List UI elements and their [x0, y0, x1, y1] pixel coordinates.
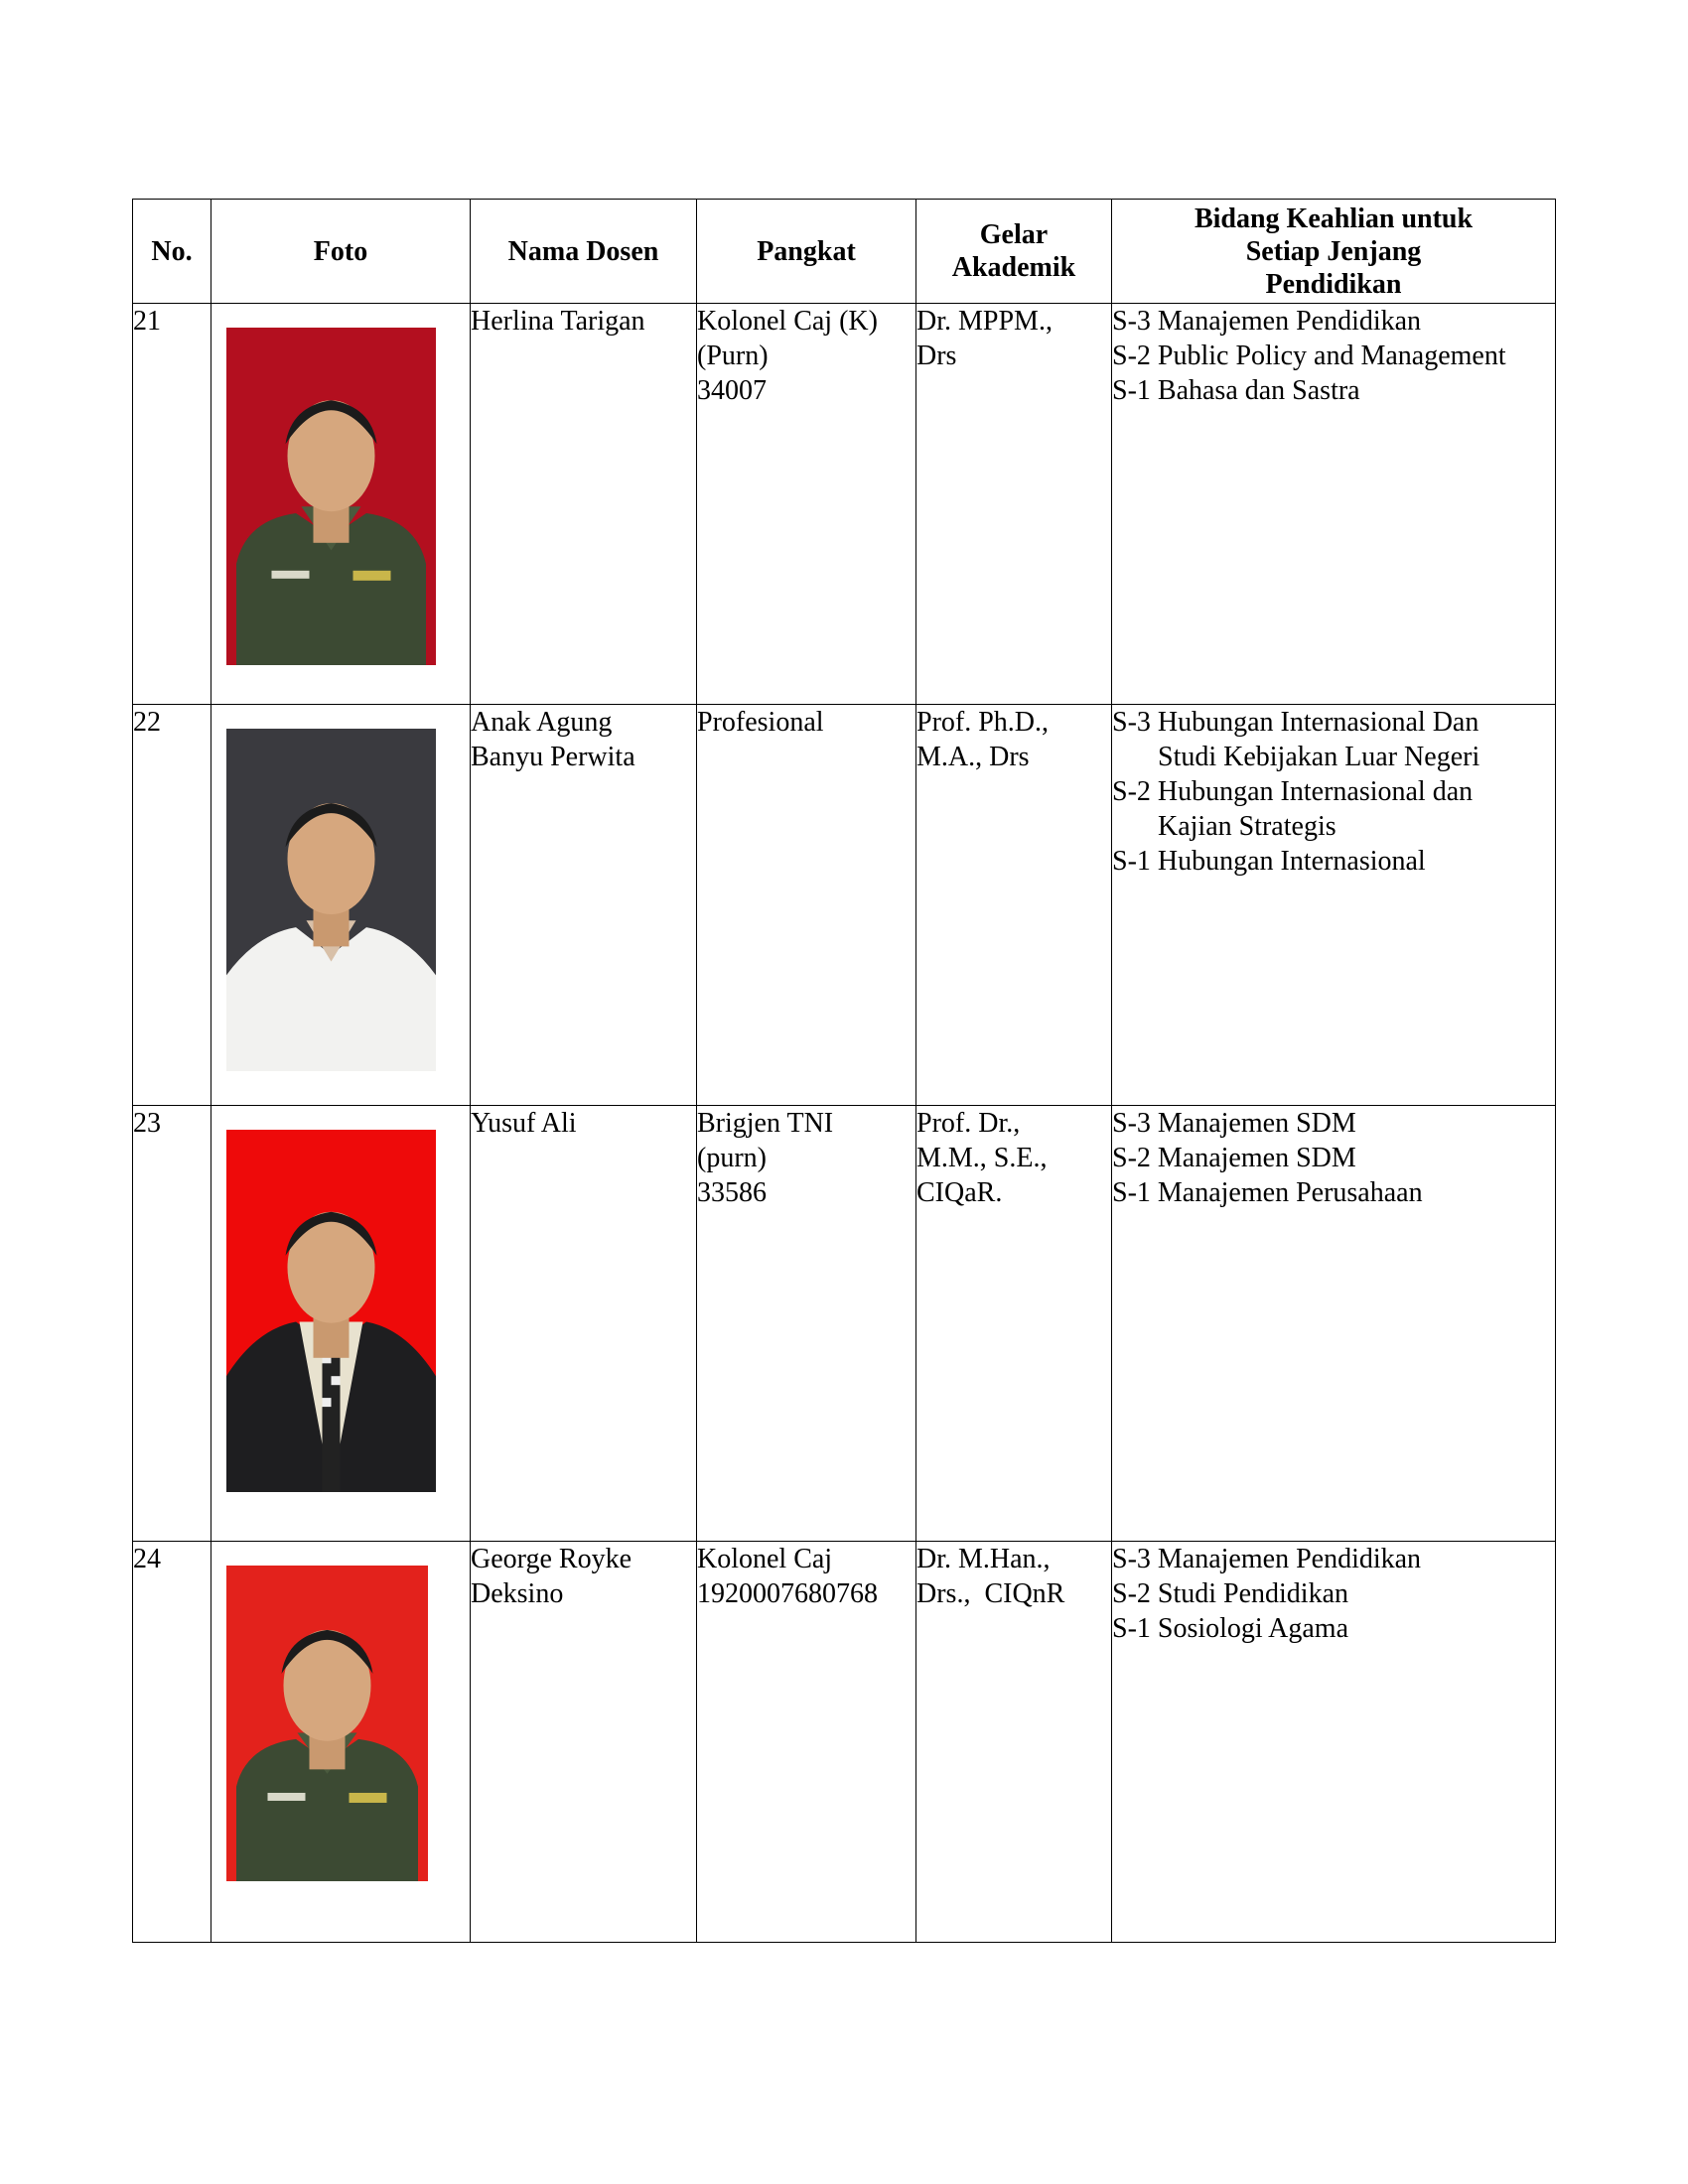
- table-body: [133, 304, 1556, 1943]
- bidang-line: S-2 Manajemen SDM: [1112, 1143, 1356, 1173]
- table-row: [133, 705, 1556, 1106]
- cell-foto: [211, 1106, 471, 1542]
- cell-foto: [211, 705, 471, 1106]
- cell-bidang-keahlian: [1112, 304, 1556, 705]
- bidang-line: S-2 Hubungan Internasional dan: [1112, 776, 1474, 807]
- cell-nama-dosen: [471, 705, 697, 1106]
- bidang-line: S-3 Manajemen SDM: [1112, 1108, 1356, 1139]
- cell-foto: [211, 304, 471, 705]
- cell-nama-dosen-line: George Royke: [471, 1544, 632, 1574]
- cell-nama-dosen: [471, 1542, 697, 1943]
- table-row: [133, 1106, 1556, 1542]
- cell-gelar-akademik-line: Drs: [916, 341, 957, 371]
- cell-pangkat-line: Brigjen TNI: [697, 1108, 834, 1139]
- cell-pangkat-line: 1920007680768: [697, 1578, 878, 1609]
- bidang-line: S-1 Sosiologi Agama: [1112, 1613, 1349, 1644]
- portrait-photo-icon: [226, 328, 436, 665]
- cell-no: 21: [133, 304, 211, 705]
- cell-nama-dosen-line: Banyu Perwita: [471, 742, 635, 772]
- table-row: [133, 1542, 1556, 1943]
- header-gelar-akademik: [916, 200, 1112, 304]
- cell-no: 23: [133, 1106, 211, 1542]
- cell-pangkat-line: (purn): [697, 1143, 767, 1173]
- cell-gelar-akademik: [916, 304, 1112, 705]
- bidang-line: S-2 Public Policy and Management: [1112, 341, 1506, 371]
- header-bidang-keahlian: [1112, 200, 1556, 304]
- cell-pangkat-line: 34007: [697, 375, 767, 406]
- bidang-line: S-1 Hubungan Internasional: [1112, 846, 1426, 877]
- cell-gelar-akademik-line: Dr. M.Han.,: [916, 1544, 1051, 1574]
- header-gelar-line: Akademik: [951, 252, 1076, 283]
- portrait-photo-icon: [226, 1566, 428, 1881]
- table-row: [133, 304, 1556, 705]
- cell-nama-dosen-line: Deksino: [471, 1578, 564, 1609]
- header-bidang-line: Bidang Keahlian untuk: [1194, 203, 1474, 234]
- cell-pangkat-line: Kolonel Caj (K): [697, 306, 878, 337]
- header-gelar-line: Gelar: [979, 219, 1049, 250]
- bidang-line: S-3 Manajemen Pendidikan: [1112, 1544, 1422, 1574]
- bidang-line: Kajian Strategis: [1158, 811, 1336, 842]
- cell-pangkat: [697, 304, 916, 705]
- bidang-line: Studi Kebijakan Luar Negeri: [1158, 742, 1480, 772]
- bidang-line: S-3 Hubungan Internasional Dan: [1112, 707, 1479, 738]
- bidang-line: S-1 Bahasa dan Sastra: [1112, 375, 1360, 406]
- cell-pangkat: [697, 1106, 916, 1542]
- header-nama-dosen: Nama Dosen: [471, 200, 697, 304]
- bidang-line: S-1 Manajemen Perusahaan: [1112, 1177, 1423, 1208]
- cell-nama-dosen: [471, 1106, 697, 1542]
- cell-gelar-akademik-line: Drs., CIQnR: [916, 1578, 1065, 1609]
- cell-nama-dosen-line: Yusuf Ali: [471, 1108, 577, 1139]
- cell-gelar-akademik-line: Prof. Ph.D.,: [916, 707, 1050, 738]
- table-header-row: [133, 200, 1556, 304]
- cell-gelar-akademik-line: M.M., S.E.,: [916, 1143, 1048, 1173]
- cell-foto: [211, 1542, 471, 1943]
- cell-pangkat: [697, 1542, 916, 1943]
- cell-gelar-akademik-line: Dr. MPPM.,: [916, 306, 1053, 337]
- cell-bidang-keahlian: [1112, 705, 1556, 1106]
- cell-nama-dosen: [471, 304, 697, 705]
- cell-gelar-akademik: [916, 705, 1112, 1106]
- cell-gelar-akademik: [916, 1106, 1112, 1542]
- cell-pangkat-line: Kolonel Caj: [697, 1544, 833, 1574]
- cell-no: 24: [133, 1542, 211, 1943]
- bidang-line: S-2 Studi Pendidikan: [1112, 1578, 1349, 1609]
- cell-gelar-akademik: [916, 1542, 1112, 1943]
- header-foto: Foto: [211, 200, 471, 304]
- header-bidang-line: Pendidikan: [1265, 268, 1402, 300]
- cell-pangkat: [697, 705, 916, 1106]
- header-bidang-line: Setiap Jenjang: [1245, 235, 1422, 267]
- cell-gelar-akademik-line: Prof. Dr.,: [916, 1108, 1021, 1139]
- header-pangkat: Pangkat: [697, 200, 916, 304]
- cell-nama-dosen-line: Anak Agung: [471, 707, 613, 738]
- cell-bidang-keahlian: [1112, 1542, 1556, 1943]
- cell-pangkat-line: Profesional: [697, 707, 824, 738]
- portrait-photo-icon: [226, 729, 436, 1071]
- bidang-line: S-3 Manajemen Pendidikan: [1112, 306, 1422, 337]
- header-no: No.: [133, 200, 211, 304]
- cell-bidang-keahlian: [1112, 1106, 1556, 1542]
- cell-pangkat-line: (Purn): [697, 341, 769, 371]
- cell-gelar-akademik-line: M.A., Drs: [916, 742, 1030, 772]
- cell-nama-dosen-line: Herlina Tarigan: [471, 306, 645, 337]
- cell-no: 22: [133, 705, 211, 1106]
- lecturer-table: [132, 199, 1556, 1943]
- cell-gelar-akademik-line: CIQaR.: [916, 1177, 1003, 1208]
- portrait-photo-icon: [226, 1130, 436, 1492]
- cell-pangkat-line: 33586: [697, 1177, 767, 1208]
